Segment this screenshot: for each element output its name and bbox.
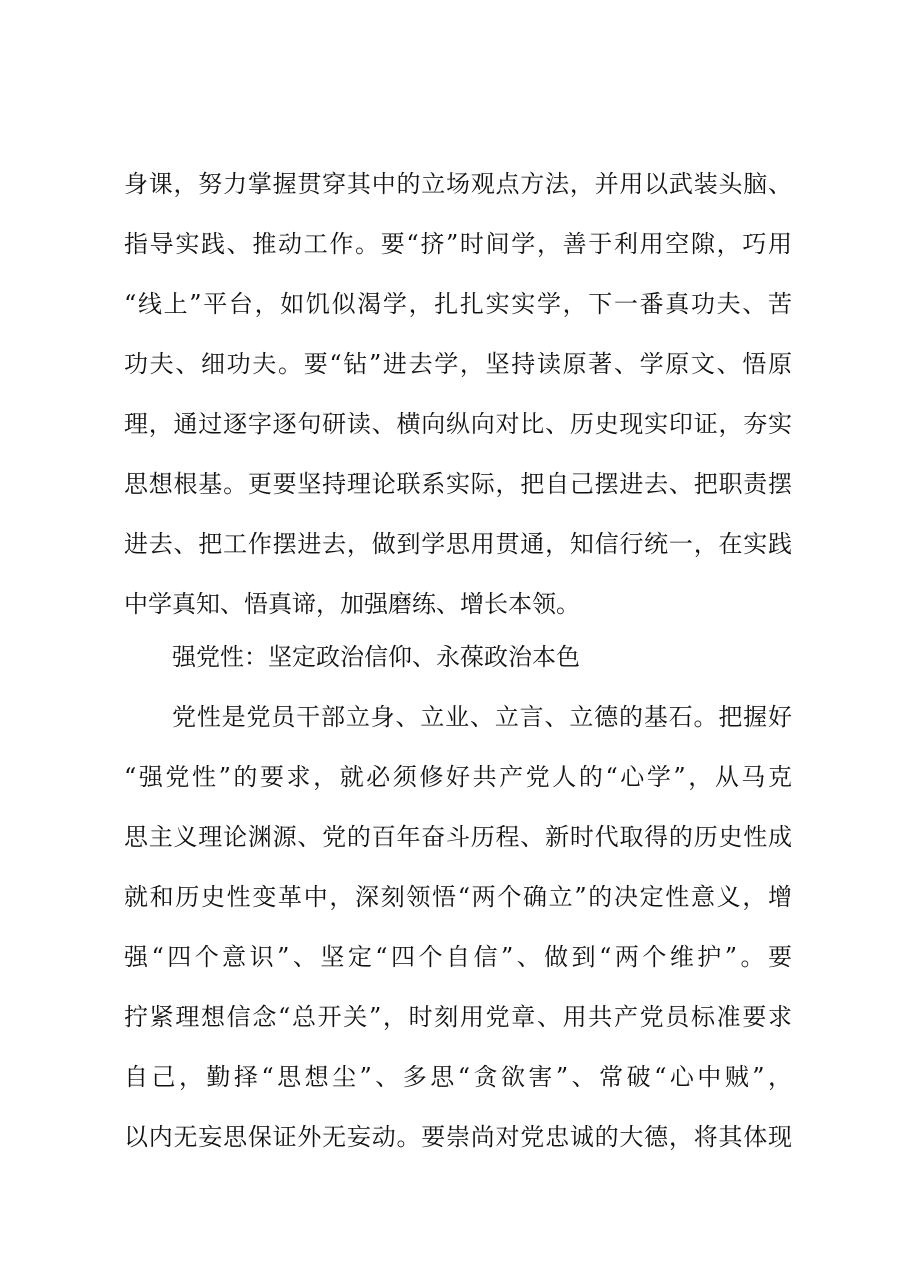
paragraph-line: 思想根基。更要坚持理论联系实际，把自己摆进去、把职责摆 xyxy=(124,470,792,498)
paragraph-line: 就和历史性变革中，深刻领悟“两个确立”的决定性意义，增 xyxy=(124,883,792,911)
paragraph-line: “强党性”的要求，就必须修好共产党人的“心学”，从马克 xyxy=(124,763,792,791)
section-heading: 强党性：坚定政治信仰、永葆政治本色 xyxy=(172,643,580,671)
paragraph-line: “线上”平台，如饥似渴学，扎扎实实学，下一番真功夫、苦 xyxy=(124,290,792,318)
paragraph-line: 思主义理论渊源、党的百年奋斗历程、新时代取得的历史性成 xyxy=(124,823,792,851)
paragraph-line: 进去、把工作摆进去，做到学思用贯通，知信行统一，在实践 xyxy=(124,530,792,558)
paragraph-first-line: 党性是党员干部立身、立业、立言、立德的基石。把握好 xyxy=(172,703,792,731)
paragraph-line: 中学真知、悟真谛，加强磨练、增长本领。 xyxy=(124,590,580,618)
paragraph-line: 自己，勤择“思想尘”、多思“贪欲害”、常破“心中贼”， xyxy=(124,1063,792,1091)
paragraph-line: 功夫、细功夫。要“钻”进去学，坚持读原著、学原文、悟原 xyxy=(124,350,792,378)
paragraph-line: 理，通过逐字逐句研读、横向纵向对比、历史现实印证，夯实 xyxy=(124,410,792,438)
paragraph-line: 指导实践、推动工作。要“挤”时间学，善于利用空隙，巧用 xyxy=(124,230,792,258)
paragraph-line: 身课，努力掌握贯穿其中的立场观点方法，并用以武装头脑、 xyxy=(124,170,792,198)
paragraph-line: 强“四个意识”、坚定“四个自信”、做到“两个维护”。要 xyxy=(124,943,792,971)
paragraph-line: 拧紧理想信念“总开关”，时刻用党章、用共产党员标准要求 xyxy=(124,1003,792,1031)
paragraph-line: 以内无妄思保证外无妄动。要崇尚对党忠诚的大德，将其体现 xyxy=(124,1123,792,1151)
